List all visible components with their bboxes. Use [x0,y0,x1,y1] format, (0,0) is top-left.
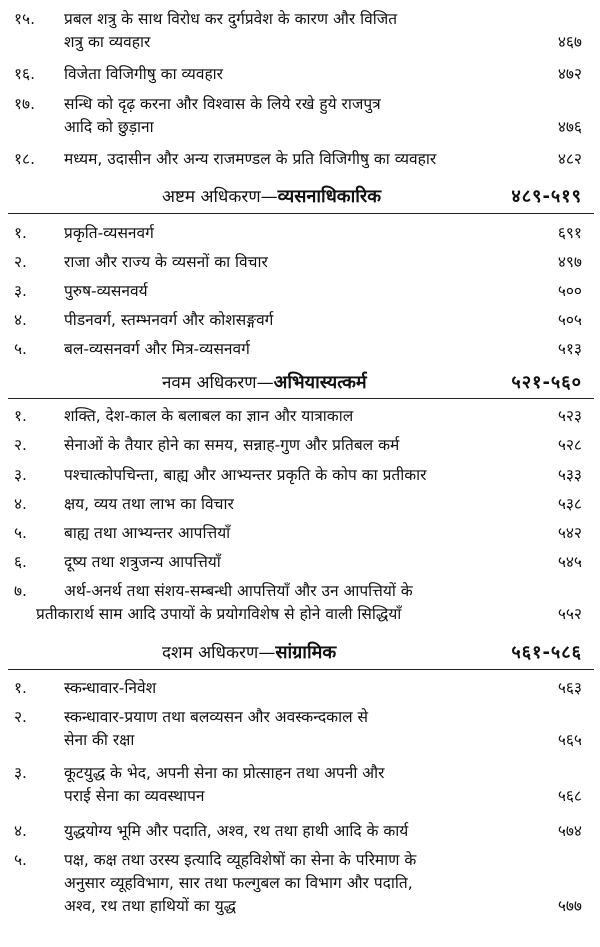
entry-number: ५. [14,524,27,542]
section-heading-dash: — [260,187,278,207]
entry-number: १. [14,679,27,697]
entry-number: ५. [14,851,27,869]
section-divider [8,669,594,670]
entry-number: ४. [14,311,27,329]
entry-page-number: ५६८ [557,787,582,805]
entry-title: स्कन्धावार-प्रयाण तथा बलव्यसन और अवस्कन्दकाल से [64,708,369,726]
entry-title: अश्व, रथ तथा हाथियों का युद्ध [64,897,237,915]
section-divider [8,213,594,214]
entry-page-number: ५७४ [557,822,582,840]
section-page-range: ५२१-५६० [511,372,582,393]
section-page-range: ५६१-५८६ [511,642,582,663]
entry-title: दूष्य तथा शत्रुजन्य आपत्तियाँ [64,553,221,571]
toc-entry [0,762,600,808]
entry-page-number: ५०० [557,282,582,300]
entry-title: कूटयुद्ध के भेद, अपनी सेना का प्रोत्साहन तथा अपनी और [64,764,385,782]
toc-entry [0,551,600,574]
section-heading [0,366,600,396]
toc-entry [0,849,600,918]
entry-title: पीडनवर्ग, स्तम्भनवर्ग और कोशसङ्गवर्ग [64,311,274,329]
toc-entry [0,706,600,752]
section-heading-dash: — [258,643,276,663]
toc-entry [0,820,600,843]
entry-page-number: ४८२ [557,150,582,168]
entry-number: ६. [14,553,27,571]
entry-page-number: ५४५ [557,553,582,571]
entry-number: २. [14,708,27,726]
entry-number: ५. [14,340,27,358]
section-heading-bold: व्यसनाधिकारिक [277,186,382,207]
section-heading-bold: सांग्रामिक [275,642,337,663]
entry-page-number: ४६७ [557,33,582,51]
entry-page-number: ५१३ [557,340,582,358]
entry-title: शत्रु का व्यवहार [64,33,151,51]
toc-entry [0,251,600,274]
entry-number: ३. [14,764,27,782]
section-heading-plain: दशम अधिकरण [162,643,259,663]
entry-page-number: ४७६ [557,118,582,136]
entry-page-number: ४७२ [557,65,582,83]
entry-title: सेना की रक्षा [64,731,135,749]
toc-entry [0,93,600,139]
entry-number: १७. [14,95,36,113]
entry-title: पराई सेना का व्यवस्थापन [64,787,205,805]
entry-title: विजेता विजिगीषु का व्यवहार [64,65,224,83]
entry-title: बल-व्यसनवर्ग और मित्र-व्यसनवर्ग [64,340,250,358]
entry-title: पक्ष, कक्ष तथा उरस्य इत्यादि व्यूहविशेषों का सेना के परिमाण के [64,851,417,869]
entry-page-number: ५५२ [557,605,582,623]
section-heading [0,636,600,666]
toc-entry [0,148,600,171]
toc-entry [0,280,600,303]
entry-title: पुरुष-व्यसनवर्य [64,282,148,300]
toc-entry [0,309,600,332]
section-heading-bold: अभियास्यत्कर्म [273,372,367,393]
entry-number: ७. [14,582,27,600]
entry-number: १. [14,407,27,425]
entry-title: राजा और राज्य के व्यसनों का विचार [64,253,268,271]
section-heading [0,180,600,210]
entry-title: स्कन्धावार-निवेश [64,679,157,697]
entry-number: १८. [14,150,36,168]
entry-page-number: ५६३ [557,679,582,697]
entry-title: अर्थ-अनर्थ तथा संशय-सम्बन्धी आपत्तियाँ और उन आपत्तियों के [64,582,413,600]
entry-number: १. [14,224,27,242]
toc-entry [0,8,600,54]
entry-page-number: ५३३ [557,466,582,484]
entry-title: बाह्य तथा आभ्यन्तर आपत्तियाँ [64,524,231,542]
entry-page-number: ५२३ [557,407,582,425]
entry-page-number: ५४२ [557,524,582,542]
toc-entry [0,222,600,245]
toc-entry [0,405,600,428]
toc-entry [0,63,600,86]
section-heading-plain: नवम अधिकरण [162,373,257,393]
entry-page-number: ५०५ [557,311,582,329]
toc-entry [0,522,600,545]
entry-title: सन्धि को दृढ़ करना और विश्वास के लिये रखे हुये राजपुत्र [64,95,381,113]
entry-page-number: ५७७ [557,897,582,915]
entry-title: सेनाओं के तैयार होने का समय, सन्नाह-गुण और प्रतिबल कर्म [64,436,400,454]
entry-page-number: ६९१ [557,224,582,242]
entry-title: युद्धयोग्य भूमि और पदाति, अश्व, रथ तथा हाथी आदि के कार्य [64,822,409,840]
entry-title: आदि को छुड़ाना [64,118,154,136]
section-heading-dash: — [256,373,274,393]
entry-title: प्रकृति-व्यसनवर्ग [64,224,154,242]
entry-number: ४. [14,822,27,840]
entry-title: मध्यम, उदासीन और अन्य राजमण्डल के प्रति विजिगीषु का व्यवहार [64,150,437,168]
toc-entry [0,434,600,457]
entry-title: क्षय, व्यय तथा लाभ का विचार [64,495,234,513]
section-page-range: ४८९-५१९ [511,186,582,207]
entry-number: १५. [14,10,36,28]
entry-title: पश्चात्कोपचिन्ता, बाह्य और आभ्यन्तर प्रकृति के कोप का प्रतीकार [64,466,427,484]
entry-page-number: ५३८ [557,495,582,513]
entry-number: ३. [14,282,27,300]
toc-entry [0,464,600,487]
entry-title: प्रबल शत्रु के साथ विरोध कर दुर्गप्रवेश के कारण और विजित [64,10,398,28]
entry-number: ३. [14,466,27,484]
entry-page-number: ४९७ [557,253,582,271]
entry-number: २. [14,436,27,454]
entry-page-number: ५६५ [557,731,582,749]
toc-entry [0,493,600,516]
section-divider [8,398,594,399]
entry-number: ४. [14,495,27,513]
entry-title: प्रतीकारार्थ साम आदि उपायों के प्रयोगविशेष से होने वाली सिद्धियाँ [36,605,402,623]
section-heading-plain: अष्टम अधिकरण [162,187,261,207]
entry-number: २. [14,253,27,271]
toc-entry [0,338,600,361]
entry-page-number: ५२८ [557,436,582,454]
toc-entry [0,677,600,700]
entry-title: अनुसार व्यूहविभाग, सार तथा फल्गुबल का विभाग और पदाति, [64,874,413,892]
toc-entry [0,580,600,626]
entry-title: शक्ति, देश-काल के बलाबल का ज्ञान और यात्राकाल [64,407,354,425]
entry-number: १६. [14,65,36,83]
